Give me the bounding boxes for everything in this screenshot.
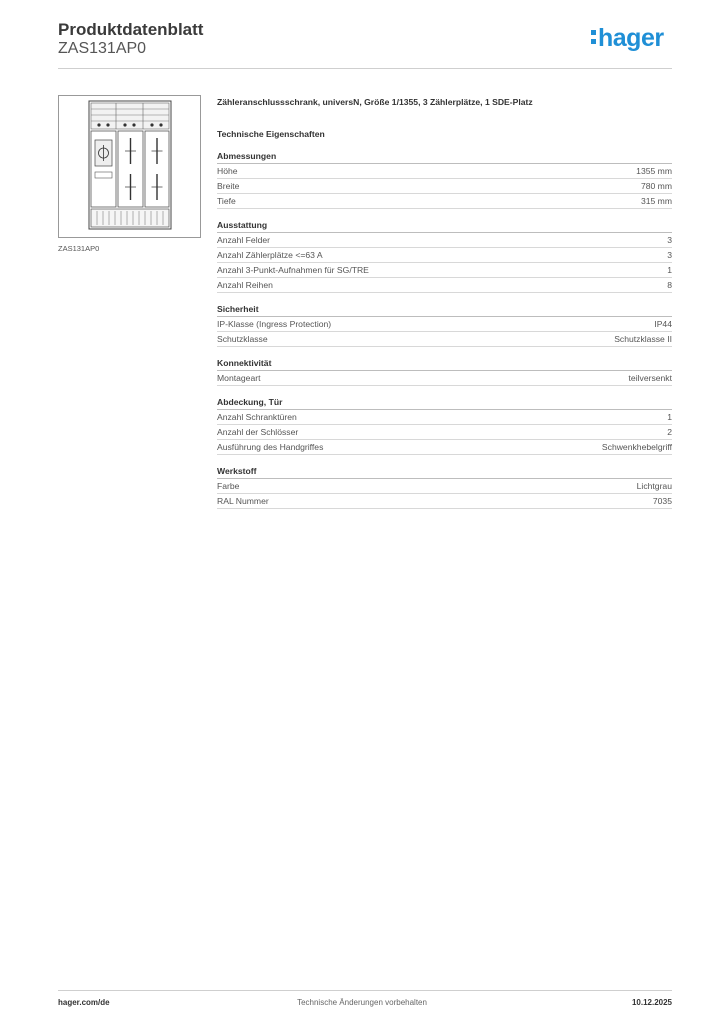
spec-label: Anzahl 3-Punkt-Aufnahmen für SG/TRE (217, 265, 369, 275)
spec-label: Höhe (217, 166, 238, 176)
spec-row (217, 479, 672, 494)
spec-value: 3 (667, 250, 672, 260)
spec-value: teilversenkt (628, 373, 672, 383)
spec-label: Anzahl Schranktüren (217, 412, 297, 422)
spec-row (217, 278, 672, 293)
section-ausstattung (217, 218, 672, 293)
spec-label: Ausführung des Handgriffes (217, 442, 324, 452)
spec-value: 780 mm (640, 181, 672, 191)
logo-text: hager (598, 24, 664, 52)
spec-row (217, 164, 672, 179)
spec-label: Anzahl Felder (217, 235, 271, 245)
spec-label: Farbe (217, 481, 240, 491)
spec-label: Breite (217, 181, 240, 191)
spec-value: 2 (667, 427, 672, 437)
section-title: Ausstattung (217, 218, 672, 233)
image-caption: ZAS131AP0 (58, 244, 100, 253)
section-werkstoff (217, 464, 672, 509)
spec-row (217, 332, 672, 347)
spec-value: 1 (667, 412, 672, 422)
spec-value: Schutzklasse II (614, 334, 672, 344)
section-title: Abmessungen (217, 149, 672, 164)
spec-row (217, 425, 672, 440)
section-sicherheit (217, 302, 672, 347)
spec-row (217, 371, 672, 386)
product-image (58, 95, 201, 238)
spec-row (217, 494, 672, 509)
footer-date: 10.12.2025 (631, 998, 672, 1007)
spec-value: IP44 (654, 319, 672, 329)
footer-divider (58, 990, 672, 991)
spec-value: Lichtgrau (636, 481, 672, 491)
spec-label: Schutzklasse (217, 334, 268, 344)
spec-label: RAL Nummer (217, 496, 269, 506)
spec-row (217, 440, 672, 455)
spec-label: Tiefe (217, 196, 236, 206)
page-title: Produktdatenblatt (58, 20, 204, 39)
section-title: Sicherheit (217, 302, 672, 317)
section-abdeckung-tuer (217, 395, 672, 455)
spec-value: 8 (667, 280, 672, 290)
section-title: Konnektivität (217, 356, 672, 371)
product-details (217, 97, 672, 518)
spec-value: 1 (667, 265, 672, 275)
logo-colon-icon (591, 28, 598, 46)
spec-label: Montageart (217, 373, 261, 383)
hager-logo (591, 26, 664, 51)
spec-row (217, 263, 672, 278)
footer-website-link[interactable]: hager.com/de (58, 998, 110, 1007)
spec-value: 7035 (652, 496, 672, 506)
section-konnektivitaet (217, 356, 672, 386)
spec-value: 1355 mm (636, 166, 672, 176)
spec-label: Anzahl Zählerplätze <=63 A (217, 250, 323, 260)
footer-notice: Technische Änderungen vorbehalten (297, 998, 427, 1007)
spec-label: IP-Klasse (Ingress Protection) (217, 319, 332, 329)
spec-label: Anzahl der Schlösser (217, 427, 299, 437)
spec-value: 3 (667, 235, 672, 245)
spec-row (217, 233, 672, 248)
spec-row (217, 317, 672, 332)
spec-value: 315 mm (640, 196, 672, 206)
section-title: Abdeckung, Tür (217, 395, 672, 410)
spec-row (217, 410, 672, 425)
spec-value: Schwenkhebelgriff (601, 442, 672, 452)
spec-label: Anzahl Reihen (217, 280, 273, 290)
spec-row (217, 179, 672, 194)
section-title: Werkstoff (217, 464, 672, 479)
spec-row (217, 248, 672, 263)
article-number: ZAS131AP0 (58, 40, 147, 57)
meter-cabinet-drawing-icon (59, 96, 200, 237)
section-abmessungen (217, 149, 672, 209)
header-divider (58, 68, 672, 69)
spec-row (217, 194, 672, 209)
product-description: Zähleranschlussschrank, universN, Größe 1/1355, 3 Zählerplätze, 1 SDE-Platz (217, 97, 533, 107)
tech-heading: Technische Eigenschaften (217, 129, 325, 139)
